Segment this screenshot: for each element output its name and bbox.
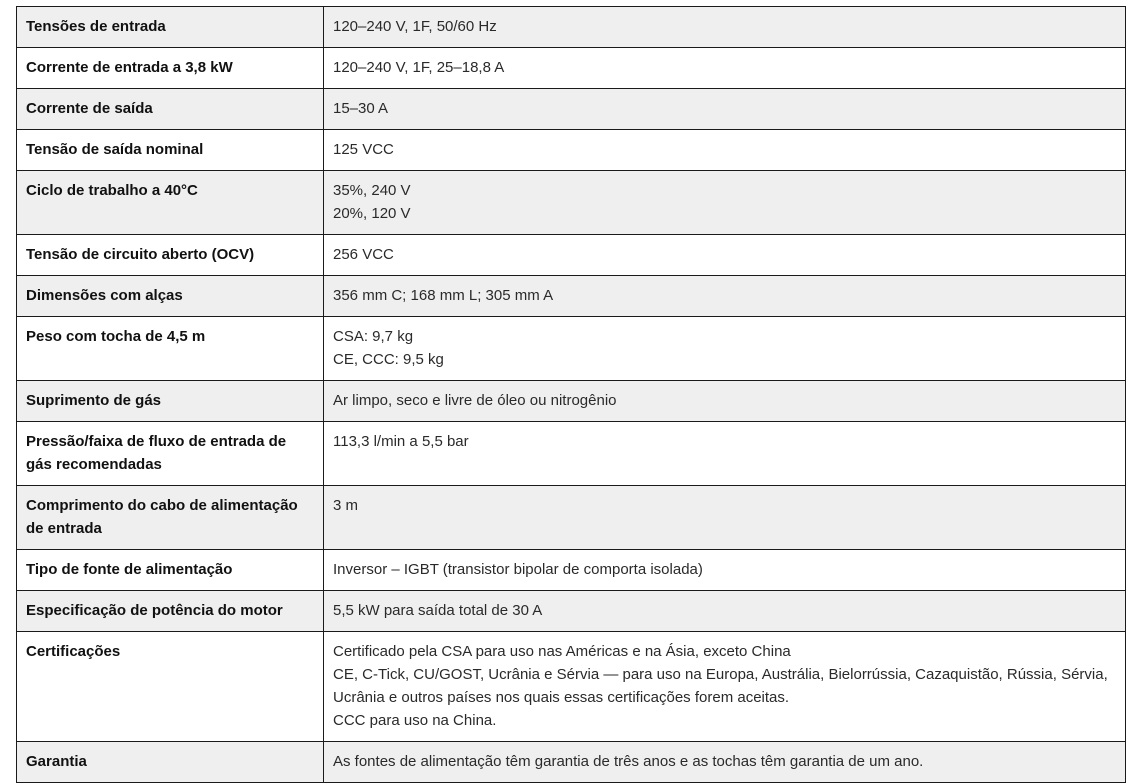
- table-row: [17, 7, 1126, 48]
- spec-value-line: 125 VCC: [333, 141, 394, 158]
- spec-value-line: CSA: 9,7 kg: [333, 328, 414, 345]
- spec-label: Peso com tocha de 4,5 m: [17, 317, 324, 381]
- spec-value: [324, 550, 1126, 591]
- spec-value: [324, 317, 1126, 381]
- spec-label: Suprimento de gás: [17, 381, 324, 422]
- table-row: [17, 276, 1126, 317]
- spec-value-line: CE, CCC: 9,5 kg: [333, 351, 444, 368]
- spec-value-line: 256 VCC: [333, 246, 394, 263]
- table-row: [17, 422, 1126, 486]
- table-row: [17, 130, 1126, 171]
- spec-label: Garantia: [17, 742, 324, 783]
- table-row: [17, 742, 1126, 783]
- spec-value-line: Ar limpo, seco e livre de óleo ou nitrogênio: [333, 392, 617, 409]
- spec-value-line: As fontes de alimentação têm garantia de três anos e as tochas têm garantia de um ano.: [333, 753, 924, 770]
- spec-value: [324, 89, 1126, 130]
- spec-value: [324, 381, 1126, 422]
- spec-label: Tensões de entrada: [17, 7, 324, 48]
- spec-value-line: Certificado pela CSA para uso nas Américas e na Ásia, exceto China: [333, 643, 791, 660]
- table-row: [17, 235, 1126, 276]
- spec-value-line: 3 m: [333, 497, 359, 514]
- spec-value: [324, 742, 1126, 783]
- table-row: [17, 486, 1126, 550]
- spec-value-line: CCC para uso na China.: [333, 712, 497, 729]
- spec-value: [324, 632, 1126, 742]
- spec-value-line: 5,5 kW para saída total de 30 A: [333, 602, 543, 619]
- spec-label: Pressão/faixa de fluxo de entrada de gás recomendadas: [17, 422, 324, 486]
- table-row: [17, 89, 1126, 130]
- table-row: [17, 632, 1126, 742]
- specifications-table-body: [17, 7, 1126, 783]
- spec-label: Dimensões com alças: [17, 276, 324, 317]
- spec-label: Certificações: [17, 632, 324, 742]
- spec-label: Tensão de saída nominal: [17, 130, 324, 171]
- specifications-table: [16, 6, 1126, 783]
- spec-value: [324, 591, 1126, 632]
- spec-value-line: 356 mm C; 168 mm L; 305 mm A: [333, 287, 554, 304]
- spec-label: Comprimento do cabo de alimentação de entrada: [17, 486, 324, 550]
- spec-value: [324, 276, 1126, 317]
- spec-value-line: 120–240 V, 1F, 50/60 Hz: [333, 18, 497, 35]
- table-row: [17, 317, 1126, 381]
- spec-value-line: 20%, 120 V: [333, 205, 411, 222]
- spec-label: Corrente de saída: [17, 89, 324, 130]
- spec-value-line: 15–30 A: [333, 100, 389, 117]
- spec-value: [324, 235, 1126, 276]
- spec-label: Tensão de circuito aberto (OCV): [17, 235, 324, 276]
- table-row: [17, 48, 1126, 89]
- spec-label: Ciclo de trabalho a 40°C: [17, 171, 324, 235]
- spec-value-line: 113,3 l/min a 5,5 bar: [333, 433, 469, 450]
- table-row: [17, 171, 1126, 235]
- spec-value-line: 120–240 V, 1F, 25–18,8 A: [333, 59, 505, 76]
- spec-value-line: Inversor – IGBT (transistor bipolar de comporta isolada): [333, 561, 703, 578]
- spec-value: [324, 171, 1126, 235]
- spec-label: Tipo de fonte de alimentação: [17, 550, 324, 591]
- spec-value-line: CE, C-Tick, CU/GOST, Ucrânia e Sérvia — para uso na Europa, Austrália, Bielorrússia, Cazaquistão, Rússia, Sérvia, Ucrânia e outros países nos quais essas certificações forem aceitas.: [333, 666, 1108, 706]
- table-row: [17, 381, 1126, 422]
- spec-value: [324, 486, 1126, 550]
- table-row: [17, 550, 1126, 591]
- spec-value: [324, 48, 1126, 89]
- spec-value: [324, 7, 1126, 48]
- spec-value: [324, 422, 1126, 486]
- spec-label: Especificação de potência do motor: [17, 591, 324, 632]
- spec-value: [324, 130, 1126, 171]
- spec-value-line: 35%, 240 V: [333, 182, 411, 199]
- spec-label: Corrente de entrada a 3,8 kW: [17, 48, 324, 89]
- table-row: [17, 591, 1126, 632]
